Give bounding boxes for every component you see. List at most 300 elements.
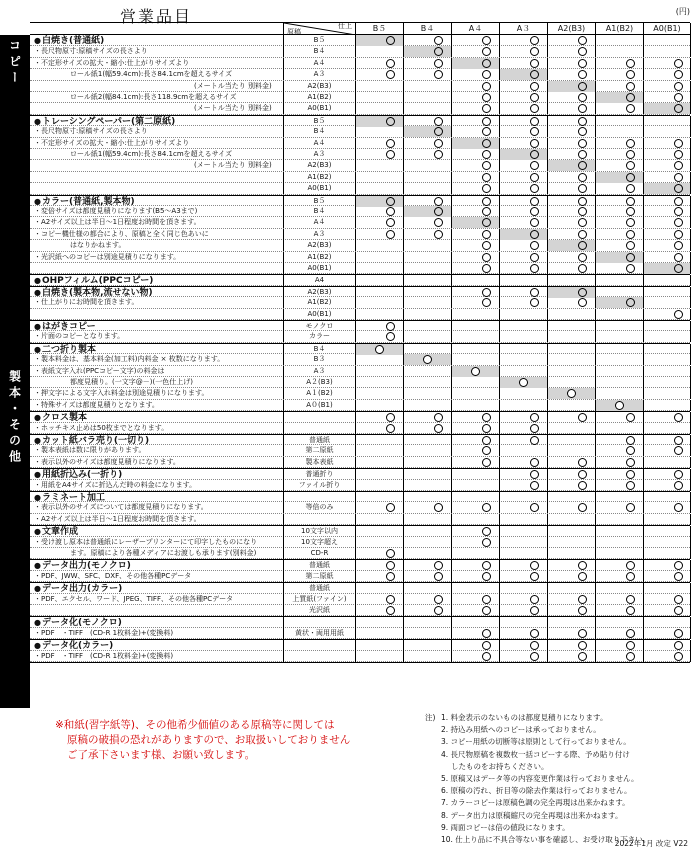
- price-cell: [403, 583, 451, 594]
- item-heading: ● 文章作成: [34, 526, 282, 538]
- table-row: [30, 548, 690, 559]
- price-cell: [547, 344, 595, 355]
- price-cell: [403, 628, 451, 639]
- price-circle-icon: [434, 503, 443, 512]
- price-cell: [547, 640, 595, 651]
- original-size-cell: [283, 492, 355, 503]
- price-circle-icon: [530, 47, 539, 56]
- note-item: 10. 仕上り品に不具合等ない事を確認し、お受け取り下さい。: [441, 835, 651, 845]
- price-circle-icon: [626, 150, 635, 159]
- item-note: ・表示以外のサイズは都度見積りになります。: [34, 457, 180, 466]
- price-cell: [595, 252, 643, 263]
- price-circle-icon: [530, 606, 539, 615]
- price-circle-icon: [530, 652, 539, 661]
- price-cell: [451, 240, 499, 251]
- price-cell: [451, 502, 499, 513]
- price-circle-icon: [578, 127, 587, 136]
- price-circle-icon: [482, 424, 491, 433]
- price-cell: [403, 548, 451, 559]
- note-item: 2. 持込み用紙へのコピーは承っておりません。: [441, 725, 601, 735]
- price-cell: [403, 571, 451, 582]
- price-cell: [355, 206, 403, 217]
- price-cell: [403, 331, 451, 342]
- price-cell: [451, 103, 499, 114]
- table-row: [30, 388, 690, 399]
- note-item: 8. データ出力は原稿縮尺の完全再現は出来かねます。: [441, 810, 623, 820]
- price-cell: [451, 297, 499, 308]
- price-cell: [499, 514, 547, 525]
- warning-line: 原稿の破損の恐れがありますので、お取扱いしておりません: [67, 734, 351, 746]
- price-cell: [595, 287, 643, 298]
- price-circle-icon: [434, 606, 443, 615]
- price-cell: [547, 46, 595, 57]
- price-cell: [643, 172, 691, 183]
- price-circle-icon: [626, 104, 635, 113]
- price-cell: [547, 297, 595, 308]
- original-size-cell: B５: [283, 196, 355, 207]
- price-cell: [403, 309, 451, 320]
- price-circle-icon: [674, 82, 683, 91]
- original-size-cell: 黄状・両用用紙: [283, 628, 355, 639]
- price-circle-icon: [674, 241, 683, 250]
- item-heading: ● 用紙折込み(一折り): [34, 469, 282, 481]
- price-cell: [451, 469, 499, 480]
- table-row: [30, 537, 690, 548]
- price-cell: [355, 331, 403, 342]
- price-cell: [547, 651, 595, 662]
- price-cell: [355, 297, 403, 308]
- original-size-cell: B４: [283, 344, 355, 355]
- price-circle-icon: [482, 36, 491, 45]
- item-note: ・不定形サイズの拡大・縮小:仕上がりサイズより: [34, 138, 190, 147]
- price-cell: [355, 605, 403, 616]
- price-cell: [403, 240, 451, 251]
- price-circle-icon: [482, 104, 491, 113]
- price-cell: [643, 571, 691, 582]
- price-cell: [643, 331, 691, 342]
- original-size-cell: [283, 617, 355, 628]
- price-circle-icon: [674, 413, 683, 422]
- price-cell: [355, 571, 403, 582]
- original-size-cell: A２(B3): [283, 377, 355, 388]
- price-cell: [499, 92, 547, 103]
- price-circle-icon: [626, 561, 635, 570]
- price-circle-icon: [482, 595, 491, 604]
- price-cell: [643, 297, 691, 308]
- price-circle-icon: [674, 641, 683, 650]
- item-note: 都度見積り。(一文字@－)(一色仕上げ): [70, 378, 193, 386]
- price-circle-icon: [530, 197, 539, 206]
- price-cell: [499, 628, 547, 639]
- price-cell: [499, 651, 547, 662]
- price-circle-icon: [530, 139, 539, 148]
- original-size-cell: B３: [283, 354, 355, 365]
- header-corner: [283, 23, 355, 35]
- price-cell: [355, 287, 403, 298]
- price-circle-icon: [626, 470, 635, 479]
- price-cell: [643, 560, 691, 571]
- price-cell: [355, 445, 403, 456]
- price-cell: [403, 605, 451, 616]
- table-row: [30, 149, 690, 160]
- original-size-cell: A１(B2): [283, 388, 355, 399]
- price-cell: [595, 331, 643, 342]
- price-circle-icon: [626, 197, 635, 206]
- table-row: [30, 628, 690, 639]
- item-note: ・表示以外のサイズについては都度見積りになります。: [34, 503, 208, 512]
- item-note: (メートル当たり 別料金): [194, 161, 272, 170]
- price-circle-icon: [482, 207, 491, 216]
- price-cell: [451, 263, 499, 274]
- item-heading: ● カット紙バラ売り(一切り): [34, 435, 282, 447]
- price-cell: [499, 58, 547, 69]
- price-cell: [451, 594, 499, 605]
- original-size-cell: A2(B3): [283, 160, 355, 171]
- price-circle-icon: [674, 139, 683, 148]
- price-cell: [643, 46, 691, 57]
- price-circle-icon: [626, 218, 635, 227]
- price-circle-icon: [386, 207, 395, 216]
- table-row: [30, 594, 690, 605]
- price-circle-icon: [674, 264, 683, 273]
- price-cell: [355, 526, 403, 537]
- price-circle-icon: [434, 70, 443, 79]
- original-size-cell: A３: [283, 149, 355, 160]
- price-cell: [355, 628, 403, 639]
- price-circle-icon: [530, 104, 539, 113]
- price-circle-icon: [482, 253, 491, 262]
- price-cell: [547, 309, 595, 320]
- original-size-cell: 第二原紙: [283, 445, 355, 456]
- price-cell: [595, 217, 643, 228]
- price-cell: [643, 366, 691, 377]
- price-circle-icon: [482, 173, 491, 182]
- price-cell: [403, 617, 451, 628]
- price-cell: [595, 651, 643, 662]
- price-cell: [547, 229, 595, 240]
- price-cell: [499, 287, 547, 298]
- price-circle-icon: [626, 503, 635, 512]
- price-cell: [499, 46, 547, 57]
- original-size-cell: [283, 514, 355, 525]
- price-circle-icon: [482, 59, 491, 68]
- price-circle-icon: [530, 82, 539, 91]
- price-cell: [403, 502, 451, 513]
- price-cell: [355, 423, 403, 434]
- price-cell: [451, 309, 499, 320]
- price-cell: [403, 354, 451, 365]
- price-circle-icon: [386, 595, 395, 604]
- price-circle-icon: [482, 652, 491, 661]
- price-cell: [595, 628, 643, 639]
- price-circle-icon: [386, 139, 395, 148]
- price-circle-icon: [530, 481, 539, 490]
- price-cell: [499, 583, 547, 594]
- price-cell: [355, 469, 403, 480]
- price-cell: [595, 69, 643, 80]
- price-cell: [643, 58, 691, 69]
- original-size-cell: A４: [283, 138, 355, 149]
- original-size-cell: 等倍のみ: [283, 502, 355, 513]
- price-cell: [595, 412, 643, 423]
- price-cell: [499, 377, 547, 388]
- price-circle-icon: [626, 264, 635, 273]
- price-cell: [403, 412, 451, 423]
- price-cell: [355, 46, 403, 57]
- original-size-cell: [283, 412, 355, 423]
- price-cell: [643, 548, 691, 559]
- item-note: ・押文字による文字入れ料金は別途見積りになります。: [34, 389, 209, 398]
- price-cell: [451, 423, 499, 434]
- price-cell: [403, 445, 451, 456]
- price-cell: [595, 126, 643, 137]
- section-label: [0, 35, 30, 366]
- table-row: [30, 240, 690, 251]
- price-circle-icon: [674, 207, 683, 216]
- price-cell: [451, 492, 499, 503]
- price-circle-icon: [530, 70, 539, 79]
- price-circle-icon: [578, 36, 587, 45]
- price-circle-icon: [434, 572, 443, 581]
- price-cell: [403, 35, 451, 46]
- price-circle-icon: [578, 470, 587, 479]
- price-cell: [355, 412, 403, 423]
- price-cell: [403, 126, 451, 137]
- price-cell: [547, 321, 595, 332]
- item-heading: ● 白焼き(普通紙): [34, 35, 282, 47]
- price-circle-icon: [386, 218, 395, 227]
- price-cell: [643, 309, 691, 320]
- price-cell: [643, 35, 691, 46]
- price-cell: [451, 331, 499, 342]
- price-cell: [595, 617, 643, 628]
- price-cell: [403, 149, 451, 160]
- table-row: [30, 195, 690, 206]
- price-cell: [547, 138, 595, 149]
- price-circle-icon: [626, 458, 635, 467]
- price-cell: [547, 206, 595, 217]
- price-cell: [355, 35, 403, 46]
- price-cell: [451, 412, 499, 423]
- price-circle-icon: [626, 572, 635, 581]
- price-cell: [499, 229, 547, 240]
- price-circle-icon: [530, 288, 539, 297]
- price-cell: [403, 344, 451, 355]
- price-cell: [547, 412, 595, 423]
- price-cell: [595, 377, 643, 388]
- price-cell: [451, 344, 499, 355]
- price-circle-icon: [578, 93, 587, 102]
- item-note: ・変倍サイズは都度見積りになります(B5～A3まで): [34, 207, 198, 215]
- price-circle-icon: [578, 82, 587, 91]
- price-circle-icon: [386, 413, 395, 422]
- price-cell: [355, 275, 403, 286]
- price-cell: [499, 252, 547, 263]
- table-row: [30, 286, 690, 297]
- price-cell: [643, 183, 691, 194]
- price-circle-icon: [578, 207, 587, 216]
- price-circle-icon: [578, 104, 587, 113]
- price-cell: [643, 344, 691, 355]
- price-cell: [547, 537, 595, 548]
- price-circle-icon: [530, 36, 539, 45]
- price-circle-icon: [482, 127, 491, 136]
- price-cell: [451, 126, 499, 137]
- price-circle-icon: [626, 173, 635, 182]
- price-circle-icon: [674, 184, 683, 193]
- corner-original-label: 原稿: [287, 28, 301, 35]
- table-bottom-border: [30, 662, 690, 663]
- price-circle-icon: [578, 230, 587, 239]
- table-row: [30, 217, 690, 228]
- price-cell: [403, 92, 451, 103]
- price-circle-icon: [626, 82, 635, 91]
- price-cell: [499, 217, 547, 228]
- price-circle-icon: [626, 481, 635, 490]
- price-cell: [547, 172, 595, 183]
- original-size-cell: A2(B3): [283, 240, 355, 251]
- price-cell: [403, 388, 451, 399]
- notes-list: [427, 712, 697, 846]
- price-circle-icon: [386, 606, 395, 615]
- item-note: ・PDF ・TIFF (CD-R 1枚料金)+(変換料): [34, 651, 174, 660]
- price-cell: [355, 435, 403, 446]
- table-row: [30, 46, 690, 57]
- price-cell: [595, 297, 643, 308]
- price-cell: [451, 377, 499, 388]
- price-circle-icon: [530, 150, 539, 159]
- column-header: B５: [355, 23, 403, 35]
- price-cell: [451, 92, 499, 103]
- price-circle-icon: [530, 503, 539, 512]
- original-size-cell: カラー: [283, 331, 355, 342]
- price-cell: [547, 526, 595, 537]
- price-cell: [547, 252, 595, 263]
- price-circle-icon: [482, 230, 491, 239]
- price-circle-icon: [615, 401, 624, 410]
- price-circle-icon: [578, 503, 587, 512]
- price-cell: [643, 69, 691, 80]
- price-cell: [499, 69, 547, 80]
- price-circle-icon: [674, 173, 683, 182]
- price-cell: [595, 344, 643, 355]
- price-cell: [499, 366, 547, 377]
- section-label-text: コピー: [7, 39, 22, 87]
- price-circle-icon: [674, 230, 683, 239]
- price-circle-icon: [482, 150, 491, 159]
- price-cell: [355, 103, 403, 114]
- price-circle-icon: [482, 184, 491, 193]
- item-heading: ● データ化(モノクロ): [34, 617, 282, 629]
- table-row: [30, 183, 690, 194]
- original-size-cell: A３: [283, 69, 355, 80]
- price-cell: [499, 240, 547, 251]
- price-cell: [547, 469, 595, 480]
- price-cell: [499, 206, 547, 217]
- price-cell: [451, 457, 499, 468]
- price-cell: [355, 138, 403, 149]
- original-size-cell: A３: [283, 366, 355, 377]
- table-row: [30, 571, 690, 582]
- price-cell: [547, 160, 595, 171]
- price-cell: [595, 502, 643, 513]
- price-cell: [595, 605, 643, 616]
- price-cell: [355, 92, 403, 103]
- original-size-cell: A1(B2): [283, 297, 355, 308]
- price-circle-icon: [482, 503, 491, 512]
- price-cell: [643, 275, 691, 286]
- price-cell: [355, 172, 403, 183]
- price-cell: [451, 206, 499, 217]
- price-cell: [403, 69, 451, 80]
- price-cell: [547, 217, 595, 228]
- price-cell: [499, 309, 547, 320]
- price-circle-icon: [386, 36, 395, 45]
- price-cell: [643, 400, 691, 411]
- price-circle-icon: [434, 207, 443, 216]
- price-cell: [451, 172, 499, 183]
- price-circle-icon: [386, 561, 395, 570]
- price-circle-icon: [530, 424, 539, 433]
- price-circle-icon: [674, 446, 683, 455]
- price-circle-icon: [674, 59, 683, 68]
- price-cell: [451, 321, 499, 332]
- item-note: ・光沢紙へのコピーは別途見積りになります。: [34, 252, 181, 261]
- price-circle-icon: [674, 150, 683, 159]
- price-cell: [355, 183, 403, 194]
- price-cell: [547, 116, 595, 127]
- price-circle-icon: [674, 652, 683, 661]
- item-note: ロール紙2(幅84.1cm):長さ118.9cmを超えるサイズ: [70, 93, 237, 101]
- price-cell: [355, 366, 403, 377]
- price-circle-icon: [434, 59, 443, 68]
- note-item: 9. 両面コピーは倍の値段になります。: [441, 822, 570, 832]
- original-size-cell: A1(B2): [283, 252, 355, 263]
- price-cell: [643, 196, 691, 207]
- price-cell: [355, 583, 403, 594]
- price-cell: [451, 651, 499, 662]
- price-circle-icon: [386, 322, 395, 331]
- price-cell: [547, 423, 595, 434]
- price-circle-icon: [482, 413, 491, 422]
- price-cell: [595, 46, 643, 57]
- warning-line: ※和紙(習字紙等)、その他希少価値のある原稿等に関しては: [55, 719, 335, 731]
- price-cell: [547, 457, 595, 468]
- price-cell: [499, 469, 547, 480]
- price-circle-icon: [482, 561, 491, 570]
- price-circle-icon: [674, 561, 683, 570]
- table-row: [30, 229, 690, 240]
- price-circle-icon: [530, 173, 539, 182]
- price-cell: [403, 160, 451, 171]
- table-row: [30, 126, 690, 137]
- price-circle-icon: [434, 117, 443, 126]
- price-cell: [595, 229, 643, 240]
- item-note: ・片面のコピーとなります。: [34, 332, 125, 341]
- table-row: [30, 616, 690, 627]
- price-cell: [499, 640, 547, 651]
- price-cell: [643, 92, 691, 103]
- price-cell: [355, 58, 403, 69]
- price-circle-icon: [482, 82, 491, 91]
- price-circle-icon: [434, 595, 443, 604]
- price-circle-icon: [626, 629, 635, 638]
- original-size-cell: A4: [283, 275, 355, 286]
- price-cell: [403, 58, 451, 69]
- item-note: ・A2サイズ以上は半日～1日程度お時間を頂きます。: [34, 218, 201, 227]
- table-row: [30, 115, 690, 126]
- item-note: ・PDF、エクセル、ワード、JPEG、TIFF、その他各種PCデータ: [34, 594, 234, 603]
